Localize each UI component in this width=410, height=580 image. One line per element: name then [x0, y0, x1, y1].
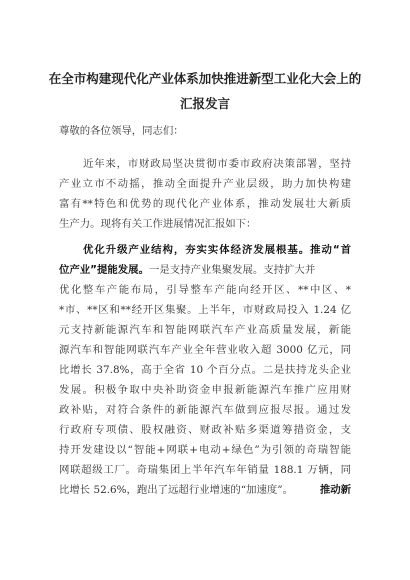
subheading-bold: 位产业”提能发展。 [59, 264, 149, 276]
paragraph-line: 富有**特色和优势的现代化产业体系，推动发展壮大新质 [59, 198, 351, 210]
paragraph-line: 生产力。现将有关工作进展情况汇报如下： [59, 218, 257, 230]
paragraph-text: 比增长 52.6%，跑出了远超行业增速的“加速度”。 [59, 484, 293, 496]
paragraph-text: 一是支持产业集聚发展。支持扩大并 [148, 264, 316, 276]
section-heading-bold: 优化升级产业结构，夯实实体经济发展根基。推动“首 [83, 244, 351, 256]
paragraph-line [59, 263, 351, 277]
paragraph-line: 优化整车产能布局，引导整车产能向经开区、**中区、* [59, 284, 351, 296]
paragraph-line: 元支持新能源汽车和智能网联汽车产业高质量发展，新能 [59, 324, 351, 336]
paragraph-line: 比增长 37.8%，高于全省 10 个百分点。二是扶持龙头企业 [59, 364, 351, 376]
paragraph-line: 持开发建设以“智能+网联+电动+绿色”为引领的奇瑞智能 [59, 444, 351, 456]
section-heading-line [83, 243, 351, 257]
paragraph-line: 发展。积极争取中央补助资金申报新能源汽车推广应用财 [59, 384, 351, 396]
next-subheading-bold: 推动新 [319, 484, 351, 496]
paragraph-line: *市、**区和**经开区集聚。上半年，市财政局投入 1.24 亿 [59, 304, 351, 316]
paragraph-line: 源汽车和智能网联汽车产业全年营业收入超 3000 亿元，同 [59, 344, 351, 356]
paragraph-line: 产业立市不动摇，推动全面提升产业层级，助力加快构建 [59, 178, 351, 190]
salutation: 尊敬的各位领导，同志们： [59, 125, 184, 137]
paragraph-line: 网联超级工厂。奇瑞集团上半年汽车年销量 188.1 万辆，同 [59, 464, 351, 476]
paragraph-line: 政补贴，对符合条件的新能源汽车做到应报尽报。通过发 [59, 404, 351, 416]
paragraph-line: 近年来，市财政局坚决贯彻市委市政府决策部署，坚持 [83, 158, 351, 170]
document-title-line-2: 汇报发言 [179, 96, 230, 111]
paragraph-line: 行政府专项债、股权融资、财政补贴多渠道筹措资金，支 [59, 424, 351, 436]
document-title-line-1: 在全市构建现代化产业体系加快推进新型工业化大会上的 [48, 71, 362, 86]
paragraph-line [59, 483, 351, 497]
